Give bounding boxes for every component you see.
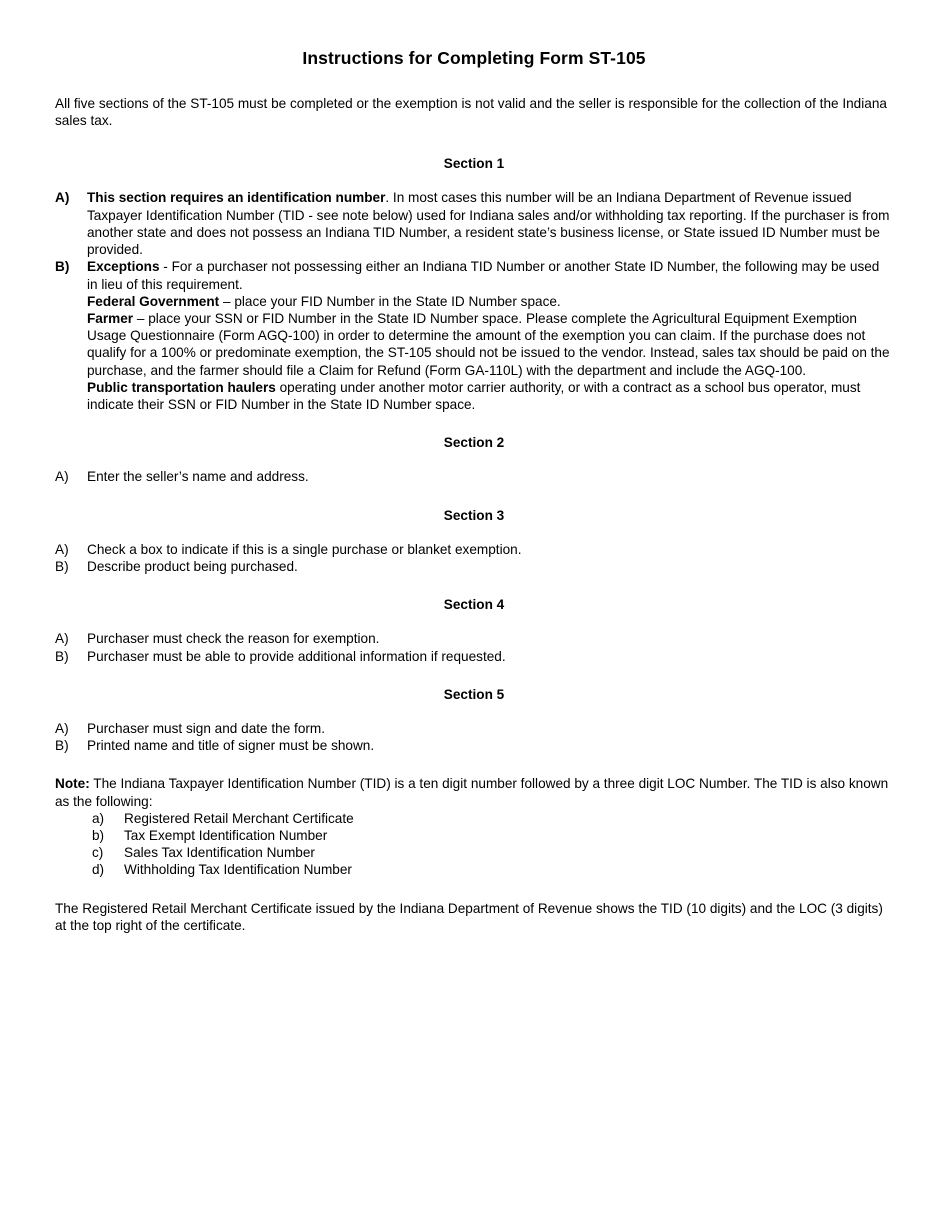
list-item-text: Printed name and title of signer must be shown. — [87, 738, 375, 754]
list-item — [55, 648, 893, 665]
spacer — [55, 413, 893, 434]
list-marker: a) — [92, 810, 105, 826]
list-marker: d) — [92, 862, 105, 878]
list-item — [55, 810, 893, 827]
note-label: Note: — [55, 776, 90, 792]
list-item-body — [87, 258, 893, 413]
spacer — [55, 703, 893, 720]
closing-paragraph: The Registered Retail Merchant Certificate issued by the Indiana Department of Revenue shows the TID (10 digits) and the LOC (3 digits) at the top right of the certificate. — [55, 900, 883, 933]
spacer — [55, 665, 893, 686]
sub-item-text: – place your FID Number in the State ID Number space. — [219, 293, 561, 309]
list-marker: A) — [55, 469, 69, 485]
section-3-heading: Section 3 — [443, 507, 505, 523]
list-item — [55, 827, 893, 844]
list-item-lead: Exceptions — [87, 259, 160, 275]
list-item — [55, 468, 893, 485]
list-marker: B) — [55, 558, 69, 574]
section-4-list — [55, 630, 893, 664]
list-item — [55, 189, 893, 258]
list-item-paragraph — [87, 259, 879, 291]
sub-item-text: operating under another motor carrier authority, or with a contract as a school bus operator, must indicate their SSN or FID Number in the State ID Number space. — [87, 379, 861, 412]
list-item — [55, 861, 893, 878]
list-marker: B) — [55, 738, 69, 754]
section-5-heading: Section 5 — [443, 686, 505, 702]
list-marker: A) — [55, 190, 70, 206]
list-marker: A) — [55, 631, 69, 647]
section-4-heading: Section 4 — [443, 597, 505, 613]
sub-item-lead: Federal Government — [87, 293, 220, 309]
list-marker: b) — [92, 827, 105, 843]
list-marker: A) — [55, 720, 69, 736]
list-marker: B) — [55, 648, 69, 664]
list-item — [55, 258, 893, 413]
spacer — [55, 575, 893, 596]
sub-item-text: – place your SSN or FID Number in the State ID Number space. Please complete the Agricultural Equipment Exemption Usage Questionnaire (Form AGQ-100) in order to determine the amount of the exemption you can claim. If the purchase does not qualify for a 100% or predominate exemption, the ST-105 should not be issued to the vendor. Instead, sales tax should be paid on the purchase, and the farmer should file a Claim for Refund (Form GA-110L) with the department and include the AGQ-100. — [87, 310, 890, 378]
list-item-text: Purchaser must check the reason for exemption. — [87, 631, 380, 647]
list-item — [55, 541, 893, 558]
list-item-body — [87, 189, 893, 258]
list-item-text: - For a purchaser not possessing either an Indiana TID Number or another State ID Number, the following may be used in lieu of this requirement. — [87, 259, 880, 292]
list-item — [55, 558, 893, 575]
page-title: Instructions for Completing Form ST-105 — [302, 48, 646, 68]
list-item-text: Registered Retail Merchant Certificate — [124, 810, 354, 826]
list-item-text: Purchaser must sign and date the form. — [87, 720, 326, 736]
list-marker: B) — [55, 259, 70, 275]
sub-item-lead: Farmer — [87, 310, 134, 326]
list-item — [55, 720, 893, 737]
spacer — [55, 172, 893, 189]
spacer — [55, 879, 893, 900]
section-1-heading: Section 1 — [443, 156, 505, 172]
sub-item-lead: Public transportation haulers — [87, 379, 276, 395]
list-marker: A) — [55, 541, 69, 557]
spacer — [55, 613, 893, 630]
spacer — [55, 129, 893, 155]
section-5-list — [55, 720, 893, 754]
list-item-text: Check a box to indicate if this is a single purchase or blanket exemption. — [87, 541, 522, 557]
sub-item-public-transportation-haulers — [87, 379, 893, 413]
list-item-lead: This section requires an identification number — [87, 190, 386, 206]
spacer — [55, 524, 893, 541]
list-item-text: Sales Tax Identification Number — [124, 845, 315, 861]
sub-item-farmer — [87, 310, 893, 379]
document-content — [55, 0, 893, 934]
list-item — [55, 844, 893, 861]
section-1-list — [55, 189, 893, 413]
sub-item-federal-government — [87, 293, 893, 310]
spacer — [55, 754, 893, 775]
list-item — [55, 737, 893, 754]
list-item-text: Enter the seller’s name and address. — [87, 469, 309, 485]
intro-paragraph: All five sections of the ST-105 must be completed or the exemption is not valid and the seller is responsible for the collection of the Indiana sales tax. — [55, 95, 887, 129]
list-item-text: Purchaser must be able to provide additional information if requested. — [87, 648, 506, 664]
note-list — [55, 810, 893, 879]
list-item-text: Describe product being purchased. — [87, 558, 298, 574]
note-text: The Indiana Taxpayer Identification Number (TID) is a ten digit number followed by a three digit LOC Number. The TID is also known as the following: — [55, 776, 889, 809]
list-item-text: . In most cases this number will be an Indiana Department of Revenue issued Taxpayer Identification Number (TID - see note below) used for Indiana sales and/or withholding tax reporting. If the purchaser is from another state and does not possess an Indiana TID Number, a resident state’s business license, or State issued ID Number must be provided. — [87, 190, 890, 258]
list-marker: c) — [92, 845, 104, 861]
section-2-heading: Section 2 — [443, 435, 505, 451]
note-paragraph — [55, 775, 893, 809]
section-3-list — [55, 541, 893, 575]
section-2-list — [55, 468, 893, 485]
list-item-text: Tax Exempt Identification Number — [124, 827, 328, 843]
list-item-text: Withholding Tax Identification Number — [124, 862, 352, 878]
list-item — [55, 630, 893, 647]
spacer — [55, 486, 893, 507]
spacer — [55, 451, 893, 468]
